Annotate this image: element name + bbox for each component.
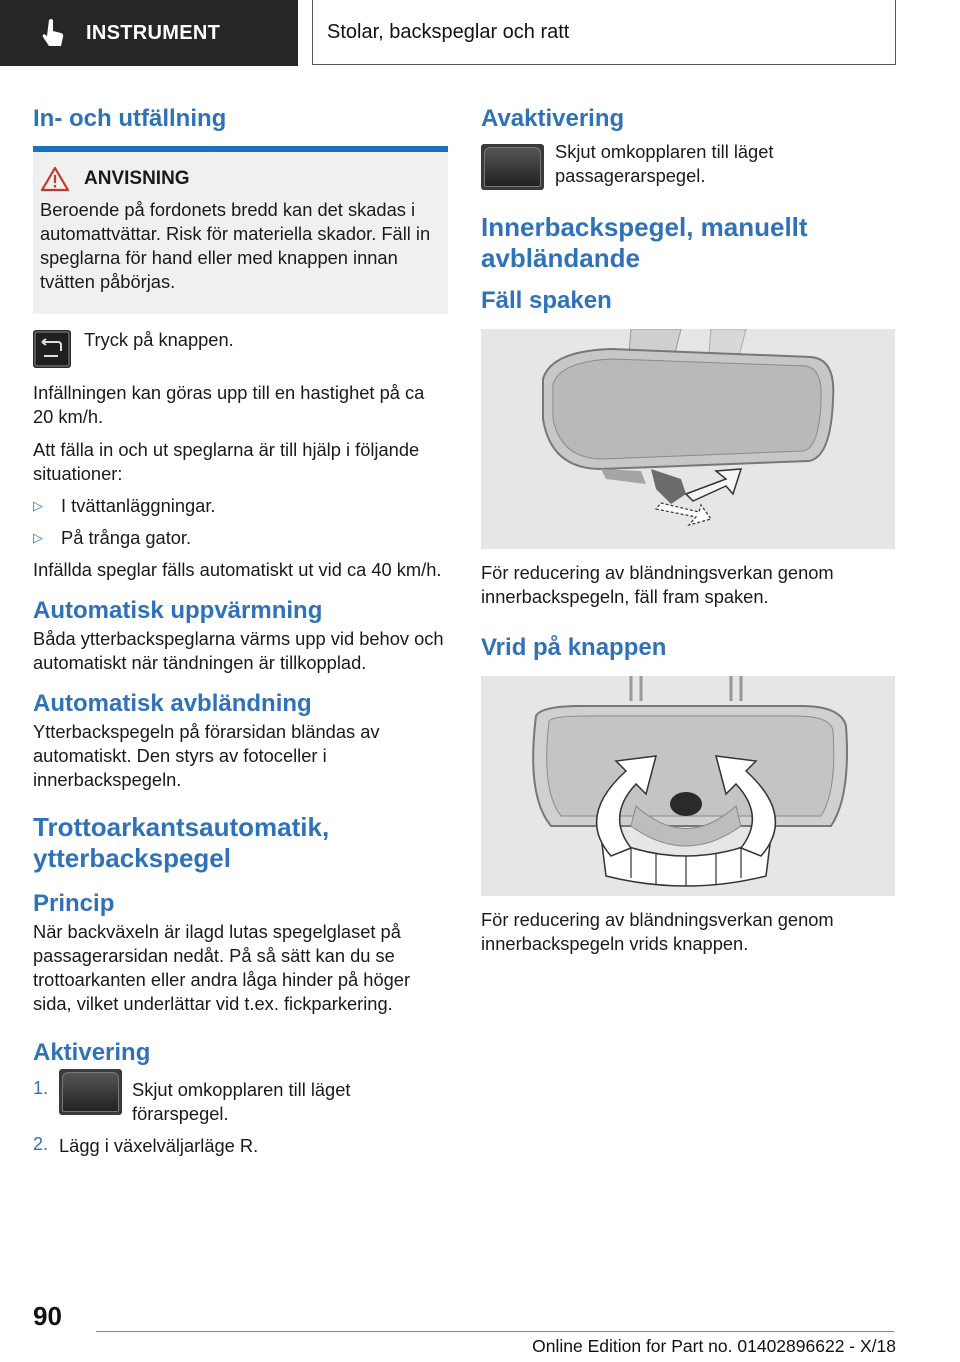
right-column [481,100,895,956]
fold-mirror-button-icon [33,330,71,368]
heading-heating: Automatisk uppvärmning [33,597,323,624]
bullet-triangle-icon: ▷ [33,530,43,545]
heading-curb: Trottoarkantsautomatik, ytterbackspegel [33,812,330,873]
passenger-mirror-switch-icon [481,144,544,190]
press-button-row [33,330,448,368]
situations-paragraph: Att fälla in och ut speglarna är till hjälp i följande situationer: [33,439,420,484]
warning-box [33,152,448,314]
heading-principle: Princip [33,890,115,917]
footer-divider [96,1331,894,1332]
warning-triangle-icon [40,166,70,192]
section-label: INSTRUMENT [86,21,221,44]
heading-knob: Vrid på knappen [481,634,667,661]
driver-mirror-switch-icon [59,1069,122,1115]
chapter-label: Stolar, backspeglar och ratt [327,20,570,43]
list-item-text: I tvättanläggningar. [61,495,216,516]
step-number: 1. [33,1078,49,1098]
list-item [33,526,448,550]
list-item-text: På trånga gator. [61,527,192,548]
speed-paragraph: Infällningen kan göras upp till en hastighet på ca 20 km/h. [33,382,425,427]
lever-mirror-illustration [481,329,895,549]
warning-text: Beroende på fordonets bredd kan det skadas i automattvättar. Risk för materiella skador. Fäll in speglarna för hand eller med knappen innan tvätten påbörjas. [40,199,431,292]
heading-infallning: In- och utfällning [33,105,227,132]
left-column [33,100,448,1158]
hand-pointer-icon [40,18,66,48]
heading-deactivation: Avaktivering [481,105,625,132]
warning-title: ANVISNING [84,168,190,189]
step-text: Lägg i växelväljarläge R. [59,1135,259,1156]
section-tab [0,0,298,66]
auto-out-paragraph: Infällda speglar fälls automatiskt ut vid ca 40 km/h. [33,559,442,580]
chapter-tab [312,0,896,65]
step-number: 2. [33,1134,49,1154]
deactivation-row [481,141,895,190]
heading-activation: Aktivering [33,1039,151,1066]
knob-mirror-illustration [481,676,895,896]
step-text: Skjut omkopplaren till läget förarspegel. [132,1079,351,1124]
list-item [33,1078,448,1126]
list-item [33,1134,448,1158]
dimming-paragraph: Ytterbackspegeln på förarsidan bländas av automatiskt. Den styrs av fotoceller i innerbackspegeln. [33,721,380,790]
knob-paragraph: För reducering av bländningsverkan genom innerbackspegeln vrids knappen. [481,909,834,954]
bullet-triangle-icon: ▷ [33,498,43,513]
press-button-text: Tryck på knappen. [84,329,234,350]
heading-inner-mirror: Innerbackspegel, manuellt avbländande [481,212,808,273]
page-header [0,0,896,66]
deactivation-paragraph: Skjut omkopplaren till läget passagerarspegel. [555,141,774,186]
edition-text: Online Edition for Part no. 01402896622 - X/18 [532,1336,896,1356]
principle-paragraph: När backväxeln är ilagd lutas spegelglaset på passagerarsidan nedåt. På så sätt kan du se trottoarkanten eller andra låga hinder på höger sida, vilket underlättar vid t.ex. fickparkering. [33,921,411,1014]
heading-lever: Fäll spaken [481,287,612,314]
list-item [33,494,448,518]
heating-paragraph: Båda ytterbackspeglarna värms upp vid behov och automatiskt när tändningen är tillkopplad. [33,628,444,673]
heading-dimming: Automatisk avbländning [33,690,312,717]
page-number: 90 [33,1301,62,1331]
lever-paragraph: För reducering av bländningsverkan genom innerbackspegeln, fäll fram spaken. [481,562,834,607]
